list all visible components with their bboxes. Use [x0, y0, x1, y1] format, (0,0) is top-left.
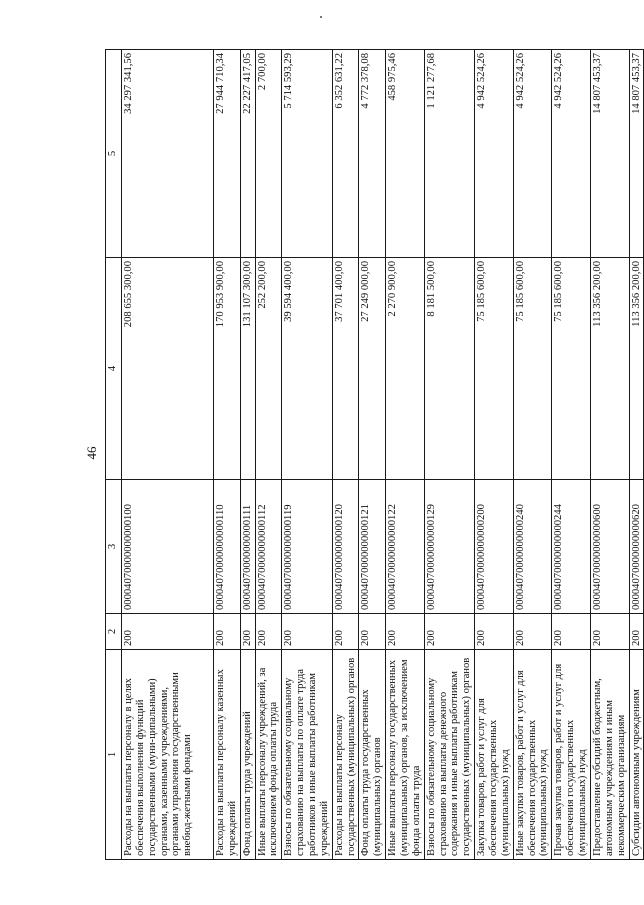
- row-value-5: 4 942 524,26: [513, 50, 552, 258]
- row-name: Взносы по обязательному социальному страхованию на выплаты по оплате труда работников и иные выплаты работникам учреждений: [282, 650, 332, 860]
- row-value-4: 75 185 600,00: [475, 258, 514, 480]
- table-row: [240, 50, 255, 860]
- row-value-5: 22 227 417,05: [240, 50, 255, 258]
- row-value-5: 4 942 524,26: [475, 50, 514, 258]
- row-value-5: 34 297 341,56: [122, 50, 214, 258]
- row-value-4: 8 181 500,00: [424, 258, 474, 480]
- row-value-5: 1 121 277,68: [424, 50, 474, 258]
- row-code: 00004070000000000122: [386, 480, 425, 614]
- table-row: [386, 50, 425, 860]
- row-ver: 200: [332, 614, 359, 650]
- row-name: Фонд оплаты труда государственных (муниципальных) органов: [359, 650, 386, 860]
- row-value-5: 2 700,00: [255, 50, 282, 258]
- row-value-4: 113 356 200,00: [629, 258, 644, 480]
- header-cell-1: 1: [106, 650, 122, 860]
- table-row: [359, 50, 386, 860]
- row-code: 00004070000000000110: [214, 480, 241, 614]
- row-value-4: 252 200,00: [255, 258, 282, 480]
- row-ver: 200: [552, 614, 591, 650]
- table-row: [552, 50, 591, 860]
- row-value-4: 170 953 900,00: [214, 258, 241, 480]
- row-value-5: 27 944 710,34: [214, 50, 241, 258]
- row-value-5: 14 807 453,37: [590, 50, 629, 258]
- row-ver: 200: [255, 614, 282, 650]
- row-name: Прочая закупка товаров, работ и услуг для обеспечения государственных (муниципальных) нужд: [552, 650, 591, 860]
- row-code: 00004070000000000620: [629, 480, 644, 614]
- rotated-table-inner: [105, 50, 642, 860]
- row-value-4: 39 594 400,00: [282, 258, 332, 480]
- row-value-4: 2 270 900,00: [386, 258, 425, 480]
- table-row: [332, 50, 359, 860]
- page-number: 46: [84, 446, 99, 460]
- row-value-5: 6 352 631,22: [332, 50, 359, 258]
- row-code: 00004070000000000100: [122, 480, 214, 614]
- row-name: Расходы на выплаты персоналу государственных (муниципальных) органов: [332, 650, 359, 860]
- row-name: Иные выплаты персоналу учреждений, за исключением фонда оплаты труда: [255, 650, 282, 860]
- row-ver: 200: [513, 614, 552, 650]
- row-code: 00004070000000000129: [424, 480, 474, 614]
- table-row: [590, 50, 629, 860]
- row-value-5: 458 975,46: [386, 50, 425, 258]
- row-code: 00004070000000000240: [513, 480, 552, 614]
- table-row: [255, 50, 282, 860]
- row-code: 00004070000000000600: [590, 480, 629, 614]
- row-code: 00004070000000000200: [475, 480, 514, 614]
- table-row: [424, 50, 474, 860]
- row-name: Расходы на выплаты персоналу в целях обеспечения выполнения функций государственными (муни-ципальными) органами, казенными учреждениями, органами управления государственными внебюд-жетными фондами: [122, 650, 214, 860]
- header-cell-2: 2: [106, 614, 122, 650]
- row-name: Иные закупки товаров, работ и услуг для обеспечения государственных (муниципальных) нужд: [513, 650, 552, 860]
- row-name: Взносы по обязательному социальному страхованию на выплаты денежного содержания и иные выплаты работникам государственных (муниципальных) органов: [424, 650, 474, 860]
- header-row: [106, 50, 122, 860]
- row-value-5: 4 772 378,08: [359, 50, 386, 258]
- header-cell-5: 5: [106, 50, 122, 258]
- row-name: Иные выплаты персоналу государственных (муниципальных) органов, за исключением фонда оплаты труда: [386, 650, 425, 860]
- row-ver: 200: [359, 614, 386, 650]
- row-value-4: 208 655 300,00: [122, 258, 214, 480]
- row-name: Расходы на выплаты персоналу казенных учреждений: [214, 650, 241, 860]
- row-ver: 200: [629, 614, 644, 650]
- row-value-4: 131 107 300,00: [240, 258, 255, 480]
- row-value-5: 5 714 593,29: [282, 50, 332, 258]
- rotated-table-wrapper: [105, 50, 642, 860]
- table-row: [513, 50, 552, 860]
- row-code: 00004070000000000121: [359, 480, 386, 614]
- row-ver: 200: [240, 614, 255, 650]
- table-row: [475, 50, 514, 860]
- header-cell-4: 4: [106, 258, 122, 480]
- row-value-4: 37 701 400,00: [332, 258, 359, 480]
- row-ver: 200: [424, 614, 474, 650]
- row-value-5: 14 807 453,37: [629, 50, 644, 258]
- table-row: [282, 50, 332, 860]
- row-code: 00004070000000000120: [332, 480, 359, 614]
- row-name: Закупка товаров, работ и услуг для обеспечения государственных (муниципальных) нужд: [475, 650, 514, 860]
- row-value-4: 113 356 200,00: [590, 258, 629, 480]
- table-row: [122, 50, 214, 860]
- row-value-4: 27 249 000,00: [359, 258, 386, 480]
- row-value-5: 4 942 524,26: [552, 50, 591, 258]
- row-name: Предоставление субсидий бюджетным, автономным учреждениям и иным некоммерческим организациям: [590, 650, 629, 860]
- scan-speck: [320, 16, 322, 18]
- row-ver: 200: [590, 614, 629, 650]
- row-ver: 200: [214, 614, 241, 650]
- budget-table: [105, 49, 644, 860]
- row-code: 00004070000000000119: [282, 480, 332, 614]
- row-code: 00004070000000000244: [552, 480, 591, 614]
- row-ver: 200: [475, 614, 514, 650]
- table-row: [214, 50, 241, 860]
- row-ver: 200: [122, 614, 214, 650]
- header-cell-3: 3: [106, 480, 122, 614]
- row-code: 00004070000000000111: [240, 480, 255, 614]
- table-row: [629, 50, 644, 860]
- row-ver: 200: [386, 614, 425, 650]
- row-name: Субсидии автономным учреждениям: [629, 650, 644, 860]
- row-value-4: 75 185 600,00: [513, 258, 552, 480]
- row-ver: 200: [282, 614, 332, 650]
- row-code: 00004070000000000112: [255, 480, 282, 614]
- row-name: Фонд оплаты труда учреждений: [240, 650, 255, 860]
- row-value-4: 75 185 600,00: [552, 258, 591, 480]
